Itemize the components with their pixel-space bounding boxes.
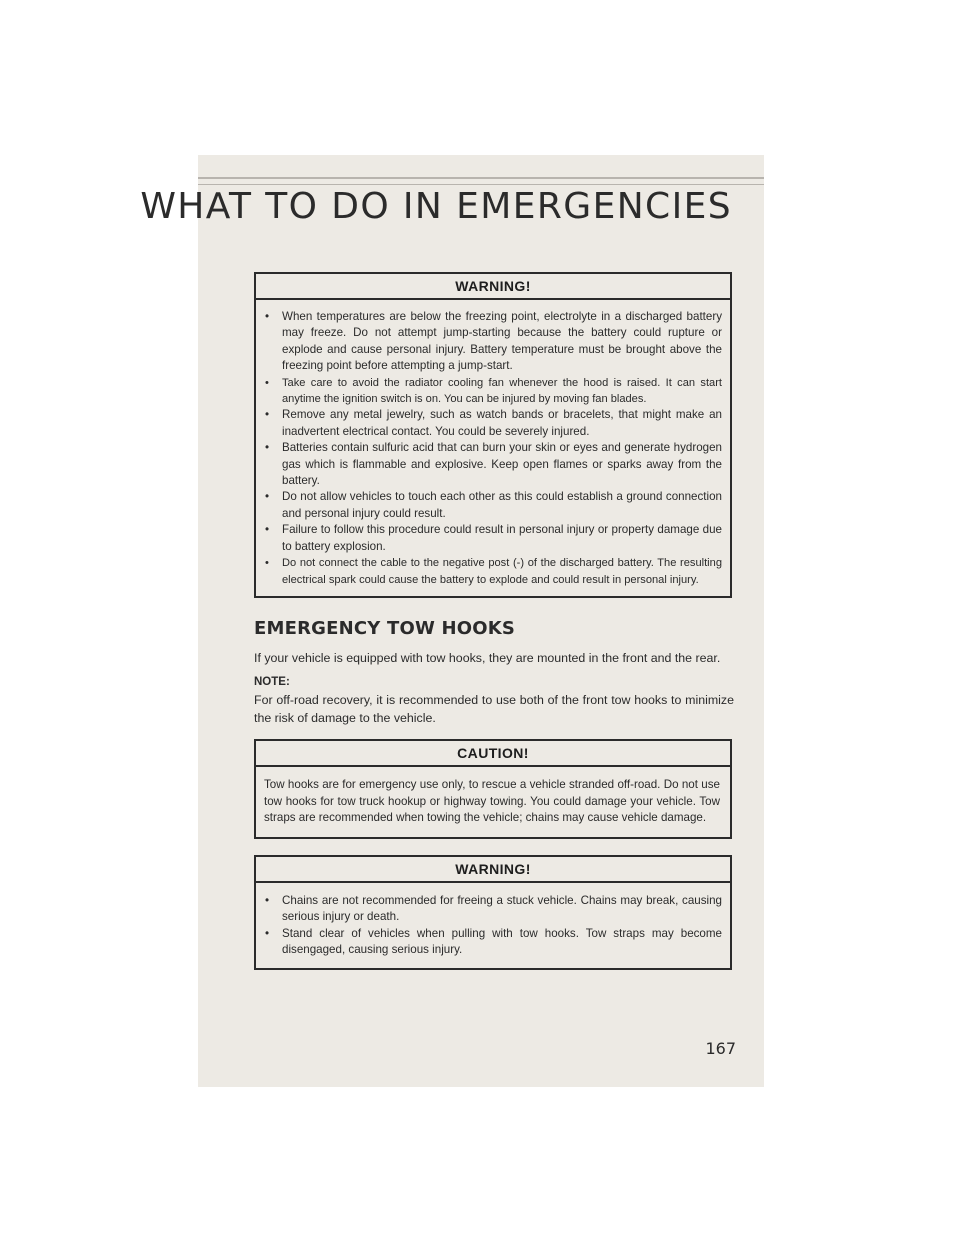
bullet: • [265,441,270,455]
section-header-title: WHAT TO DO IN EMERGENCIES [140,186,732,227]
bullet: • [265,490,270,504]
warning-box-tow-hooks [254,855,732,970]
caution-text: Tow hooks are for emergency use only, to rescue a vehicle stranded off-road. Do not use tow hooks for tow truck hookup or highway towing. You could damage your vehicle. Tow straps are recommended when towing the vehicle; chains may cause vehicle damage. [264,778,720,825]
warning-item [262,309,722,375]
warning-item-text: When temperatures are below the freezing point, electrolyte in a discharged battery may freeze. Do not attempt jump-starting because the battery could rupture or explode and cause personal injury. Battery temperature must be brought above the freezing point before attempting a jump-start. [282,310,722,373]
warning-item [262,407,722,440]
caution-heading: CAUTION! [256,741,730,767]
bullet: • [265,523,270,537]
header-rule-bottom [198,184,764,185]
bullet: • [265,894,270,907]
warning-item [262,489,722,522]
page-number: 167 [705,1039,736,1058]
bullet: • [265,310,270,323]
bullet: • [265,376,269,389]
warning-item [262,375,722,408]
bullet: • [265,926,270,940]
warning-item-text: Stand clear of vehicles when pulling with tow hooks. Tow straps may become disengaged, causing serious injury. [282,926,722,957]
warning-item [262,522,722,555]
warning-item [262,555,722,588]
intro-paragraph: If your vehicle is equipped with tow hooks, they are mounted in the front and the rear. [254,651,721,665]
bullet: • [265,557,269,570]
warning-item [262,926,722,959]
warning-heading: WARNING! [256,857,730,883]
warning-item-text: Do not connect the cable to the negative post (-) of the discharged battery. The resulting electrical spark could cause the battery to explode and could result in personal injury. [282,557,722,586]
warning-item-text: Do not allow vehicles to touch each other as this could establish a ground connection and personal injury could result. [282,490,722,520]
header-rule-top [198,177,764,179]
warning-item-text: Take care to avoid the radiator cooling fan whenever the hood is raised. It can start anytime the ignition switch is on. You can be injured by moving fan blades. [282,376,722,406]
warning-item-text: Batteries contain sulfuric acid that can burn your skin or eyes and generate hydrogen gas which is flammable and explosive. Keep open flames or sparks away from the battery. [282,441,722,488]
section-title: EMERGENCY TOW HOOKS [254,618,516,639]
warning-item [262,893,722,926]
bullet: • [265,408,270,422]
warning-item-text: Remove any metal jewelry, such as watch bands or bracelets, that might make an inadvertent electrical contact. You could be severely injured. [282,408,722,438]
warning-item-text: Failure to follow this procedure could result in personal injury or property damage due to battery explosion. [282,523,722,553]
warning-heading: WARNING! [256,274,730,300]
warning-box-battery [254,272,732,598]
warning-item-text: Chains are not recommended for freeing a stuck vehicle. Chains may break, causing serious injury or death. [282,894,722,924]
note-label: NOTE: [254,676,290,688]
warning-item [262,440,722,489]
caution-box [254,739,732,839]
note-paragraph: For off-road recovery, it is recommended to use both of the front tow hooks to minimize the risk of damage to the vehicle. [254,693,734,725]
manual-page [140,155,764,1087]
warning-list [262,893,722,959]
warning-list [262,309,722,588]
